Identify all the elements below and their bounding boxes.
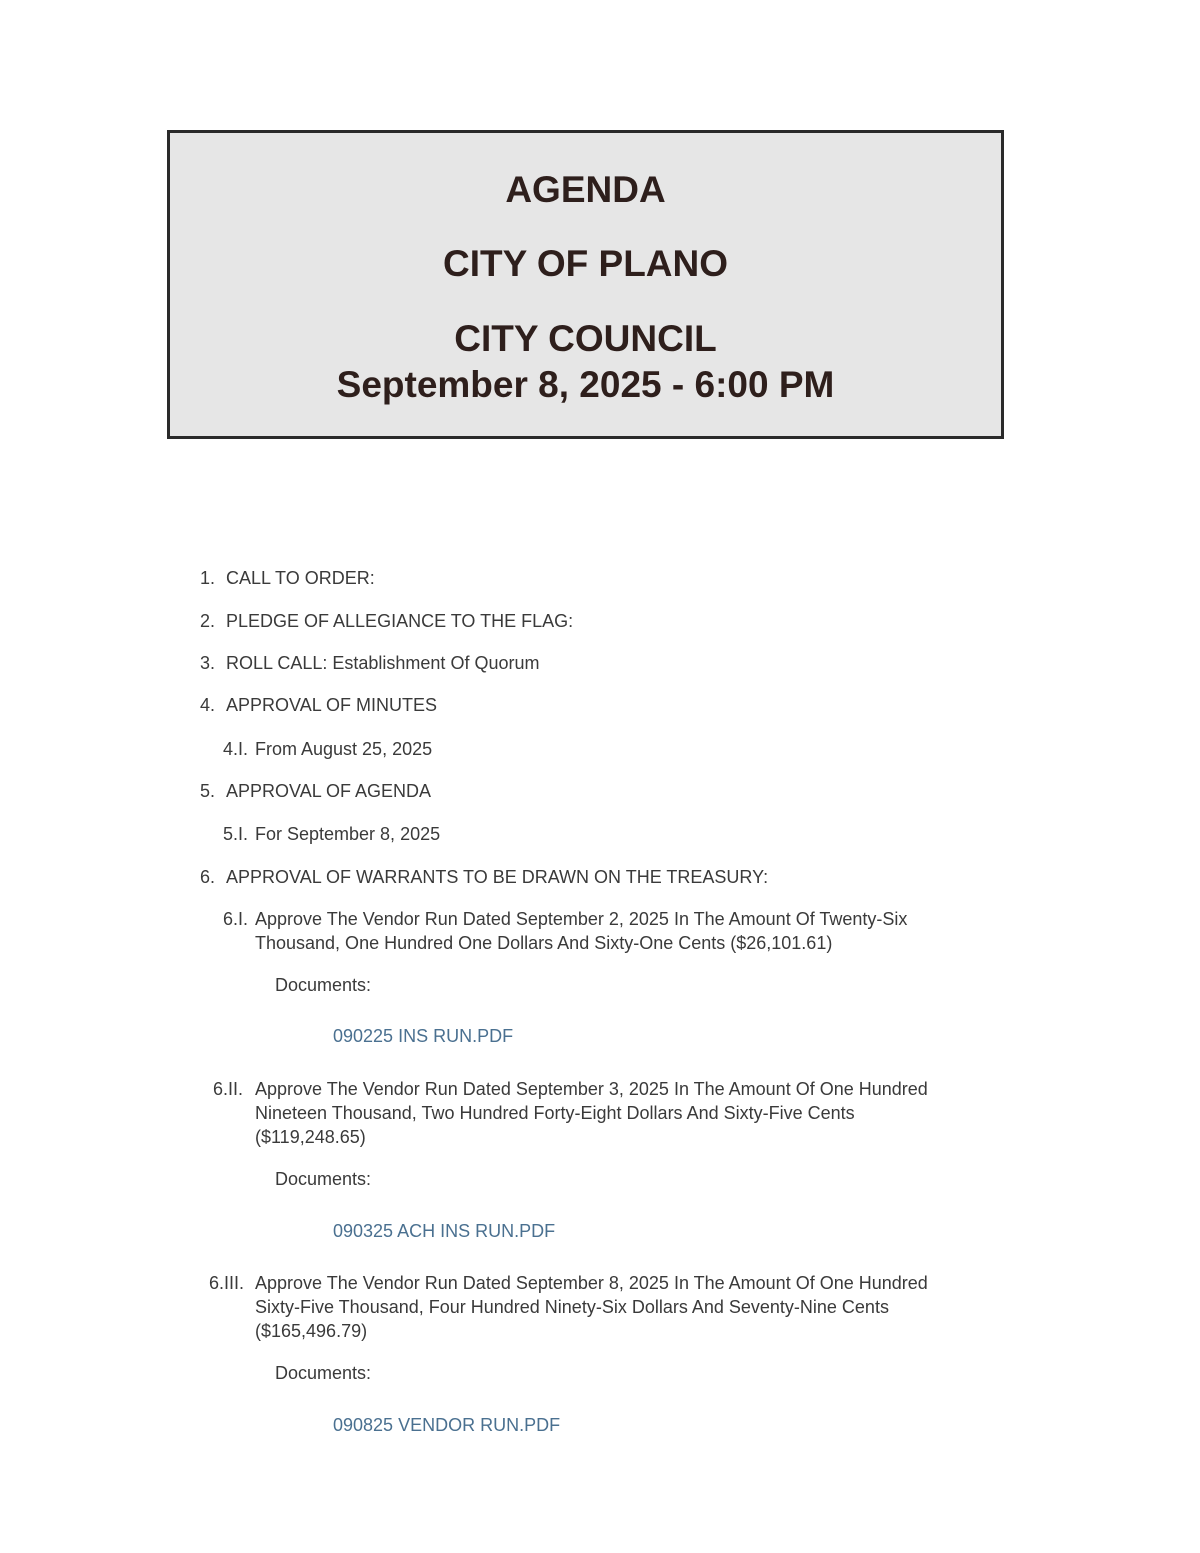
document-link[interactable]: 090825 VENDOR RUN.PDF — [333, 1415, 561, 1435]
item-text-line-1: Approve The Vendor Run Dated September 3, 2025 In The Amount Of One Hundred — [255, 1079, 928, 1099]
item-text: APPROVAL OF MINUTES — [226, 695, 438, 715]
item-text: CALL TO ORDER: — [226, 568, 375, 588]
agenda-title: AGENDA — [505, 169, 666, 210]
item-number: 6.I. — [222, 909, 248, 929]
item-number: 2. — [199, 611, 215, 631]
item-text-line-3: ($119,248.65) — [255, 1127, 366, 1147]
item-text-line-3: ($165,496.79) — [255, 1321, 368, 1341]
item-number: 4.I. — [222, 739, 248, 759]
item-text-line-1: Approve The Vendor Run Dated September 8, 2025 In The Amount Of One Hundred — [255, 1273, 928, 1293]
agenda-header-box — [167, 130, 1004, 439]
council-name: CITY COUNCIL — [454, 318, 717, 359]
meeting-datetime: September 8, 2025 - 6:00 PM — [336, 364, 835, 405]
item-text-line-2: Thousand, One Hundred One Dollars And Sixty-One Cents ($26,101.61) — [255, 933, 833, 953]
documents-label: Documents: — [275, 1169, 372, 1189]
item-text: For September 8, 2025 — [255, 824, 441, 844]
item-text-line-1: Approve The Vendor Run Dated September 2, 2025 In The Amount Of Twenty-Six — [255, 909, 908, 929]
document-link[interactable]: 090325 ACH INS RUN.PDF — [333, 1221, 556, 1241]
item-number: 3. — [199, 653, 215, 673]
item-text: ROLL CALL: Establishment Of Quorum — [226, 653, 540, 673]
item-number: 5. — [199, 781, 215, 801]
item-number: 6. — [199, 867, 215, 887]
item-text: PLEDGE OF ALLEGIANCE TO THE FLAG: — [226, 611, 574, 631]
item-number: 1. — [199, 568, 215, 588]
item-text: From August 25, 2025 — [255, 739, 433, 759]
documents-label: Documents: — [275, 1363, 372, 1383]
document-link[interactable]: 090225 INS RUN.PDF — [333, 1026, 514, 1046]
item-number: 6.II. — [212, 1079, 243, 1099]
documents-label: Documents: — [275, 975, 372, 995]
city-name: CITY OF PLANO — [442, 243, 729, 284]
item-number: 5.I. — [222, 824, 248, 844]
item-text-line-2: Sixty-Five Thousand, Four Hundred Ninety-Six Dollars And Seventy-Nine Cents — [255, 1297, 889, 1317]
item-text: APPROVAL OF WARRANTS TO BE DRAWN ON THE TREASURY: — [226, 867, 769, 887]
item-text: APPROVAL OF AGENDA — [226, 781, 432, 801]
item-text-line-2: Nineteen Thousand, Two Hundred Forty-Eight Dollars And Sixty-Five Cents — [255, 1103, 855, 1123]
item-number: 6.III. — [208, 1273, 244, 1293]
item-number: 4. — [199, 695, 215, 715]
